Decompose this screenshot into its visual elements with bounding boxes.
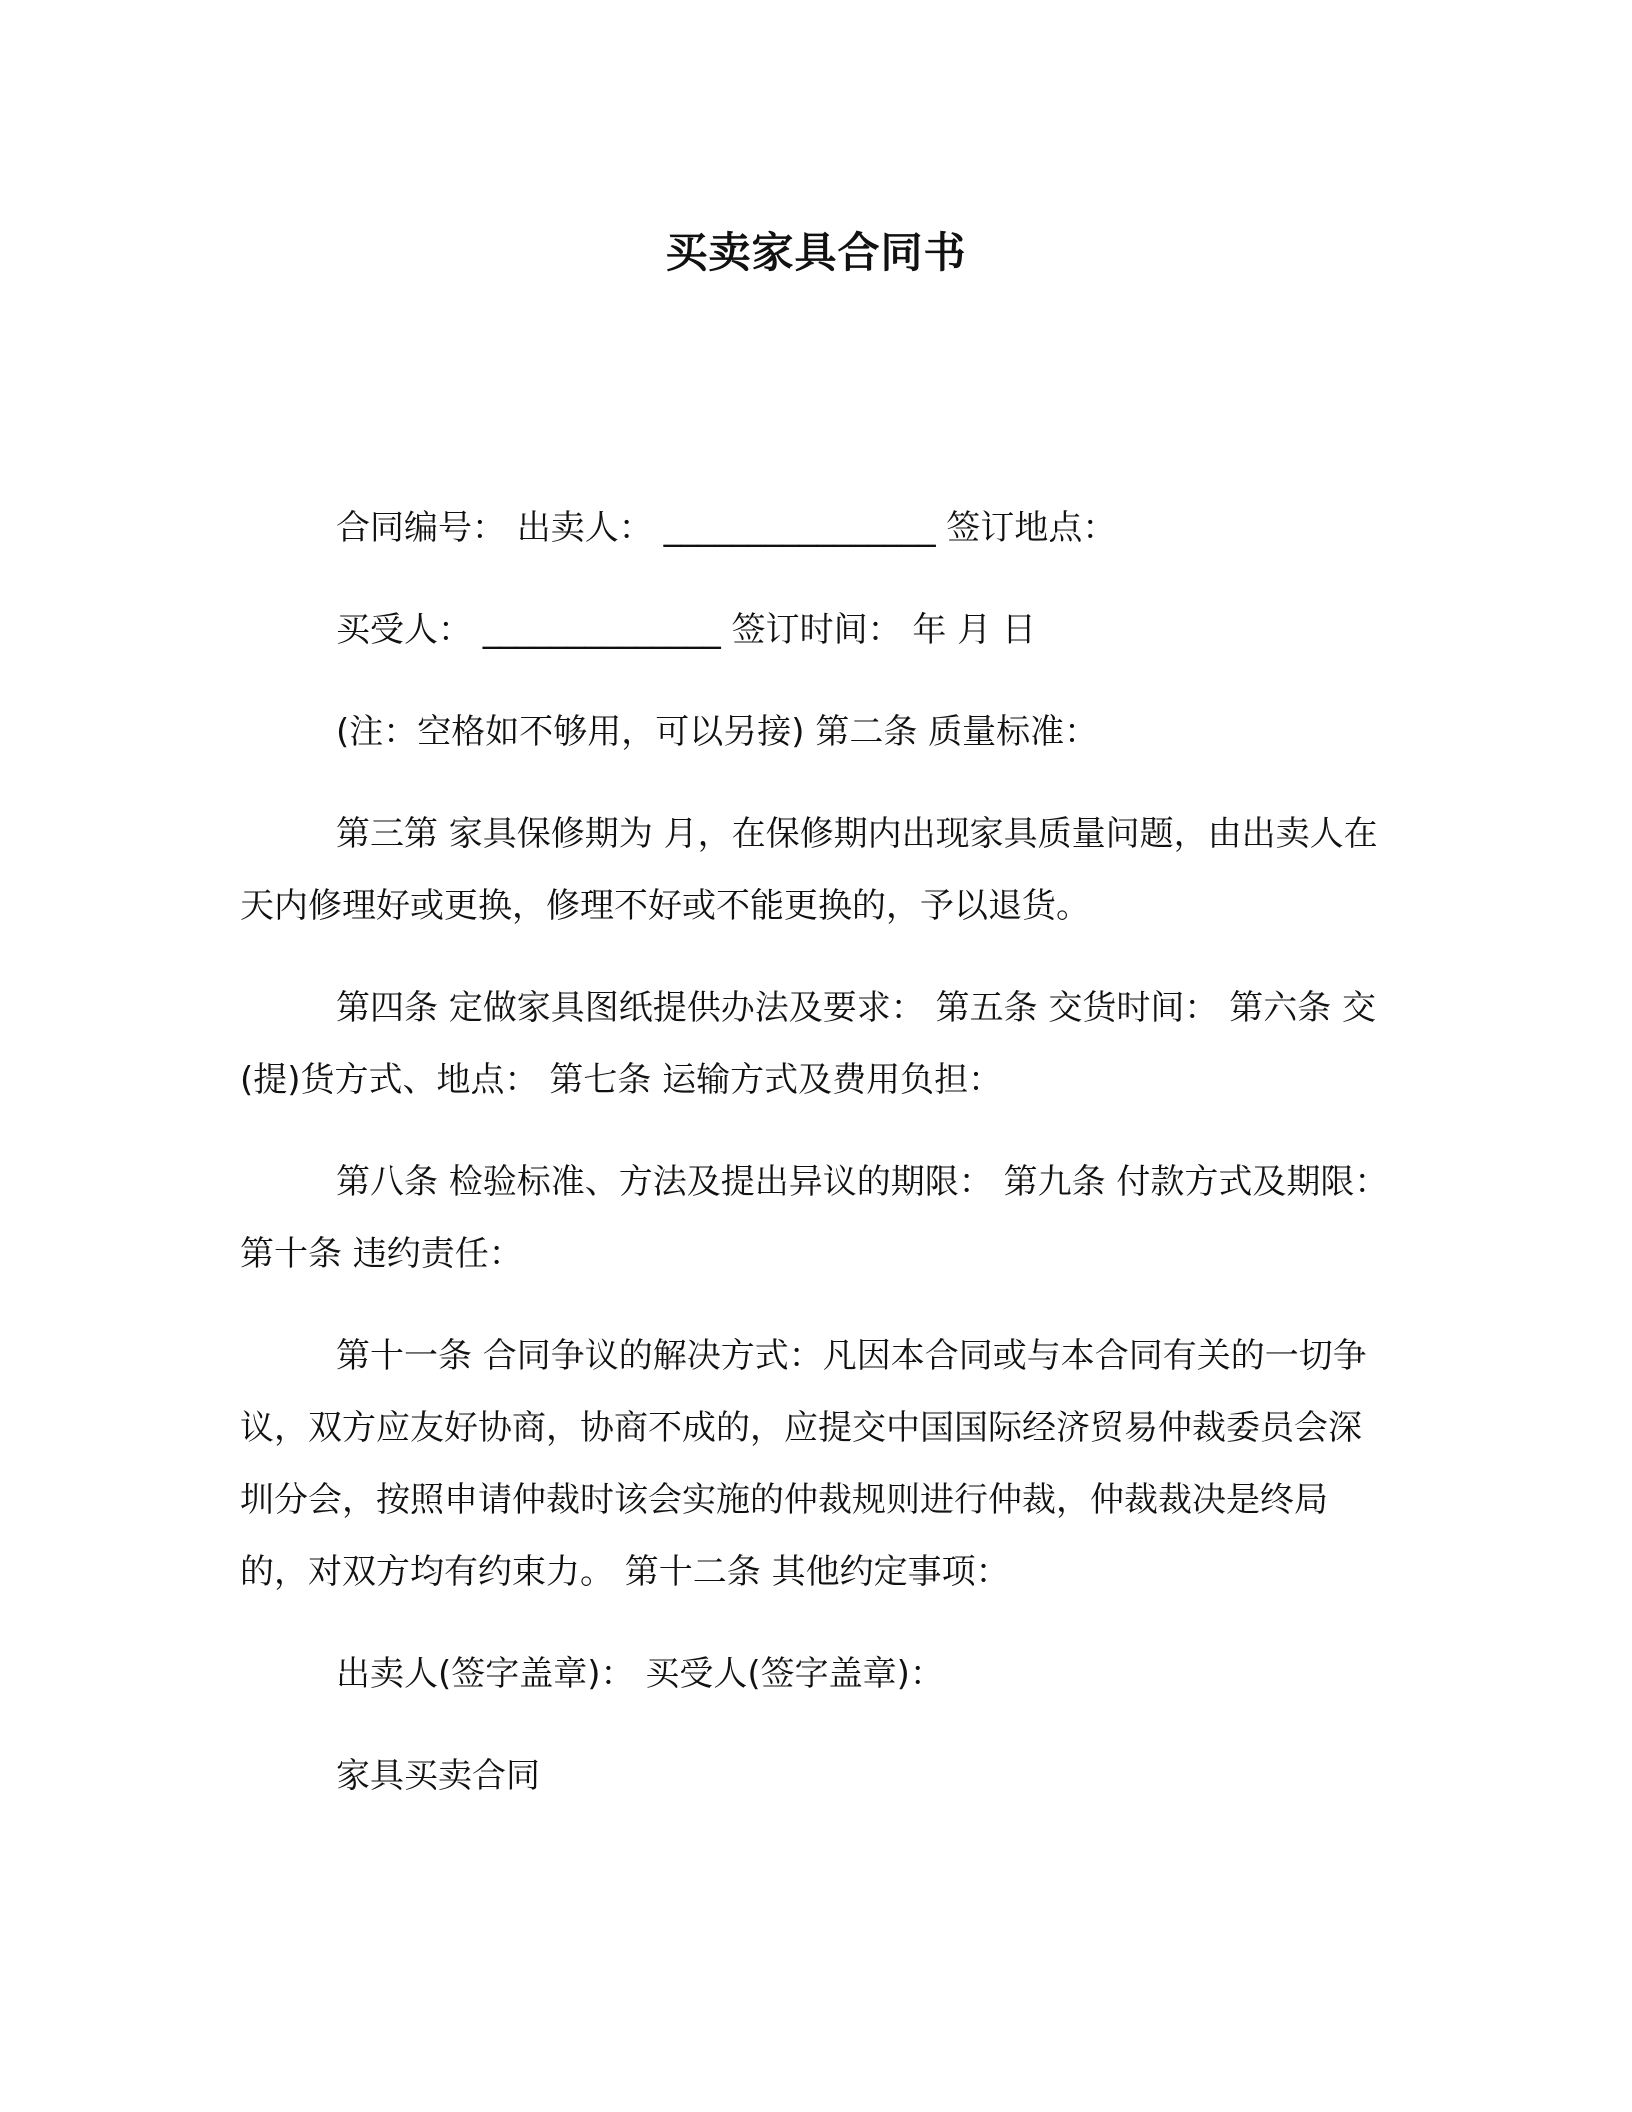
paragraph-footer-title: 家具买卖合同: [336, 1756, 540, 1796]
paragraph-delivery-terms: 第四条 定做家具图纸提供办法及要求： 第五条 交货时间： 第六条 交(提)货方式、地点： 第七条 运输方式及费用负担：: [240, 988, 1377, 1100]
paragraph-warranty: 第三第 家具保修期为 月，在保修期内出现家具质量问题，由出卖人在 天内修理好或更换，修理不好或不能更换的，予以退货。: [240, 814, 1378, 926]
paragraph-buyer-date: 买受人： ______________ 签订时间： 年 月 日: [336, 610, 1037, 650]
paragraph-inspection-payment: 第八条 检验标准、方法及提出异议的期限： 第九条 付款方式及期限： 第十条 违约责任：: [240, 1162, 1389, 1274]
paragraph-contract-header: 合同编号： 出卖人： ________________ 签订地点：: [336, 508, 1117, 548]
paragraph-note-quality: (注：空格如不够用，可以另接) 第二条 质量标准：: [336, 712, 1099, 752]
document-body: [240, 492, 1395, 1842]
document-title: 买卖家具合同书: [665, 228, 967, 277]
paragraph-dispute-resolution: 第十一条 合同争议的解决方式：凡因本合同或与本合同有关的一切争议，双方应友好协商，协商不成的，应提交中国国际经济贸易仲裁委员会深圳分会，按照申请仲裁时该会实施的仲裁规则进行仲裁，仲裁裁决是终局的，对双方均有约束力。 第十二条 其他约定事项：: [240, 1336, 1367, 1592]
paragraph-signatures: 出卖人(签字盖章)： 买受人(签字盖章)：: [336, 1654, 944, 1694]
